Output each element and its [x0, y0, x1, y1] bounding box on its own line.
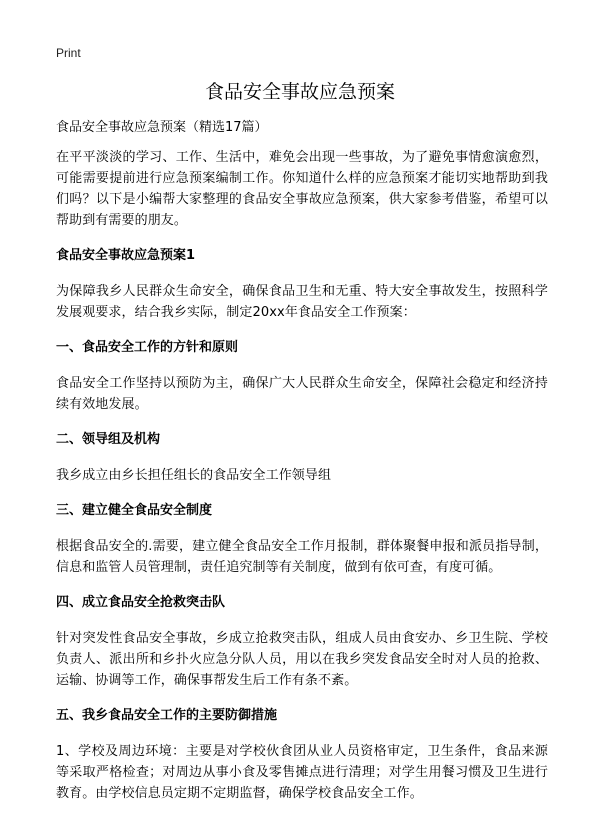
document-body — [56, 118, 548, 819]
intro-paragraph: 在平平淡淡的学习、工作、生活中，难免会出现一些事故，为了避免事情愈演愈烈，可能需要提前进行应急预案编制工作。你知道什么样的应急预案才能切实地帮助到我们吗？以下是小编帮大家整理的食品安全事故应急预案，供大家参考借鉴，希望可以帮助到有需要的朋友。 — [56, 150, 548, 228]
heading-measures: 五、我乡食品安全工作的主要防御措施 — [56, 708, 278, 723]
heading-leadership: 二、领导组及机构 — [56, 432, 161, 447]
document-title: 食品安全事故应急预案 — [204, 81, 395, 103]
paragraph-system: 根据食品安全的.需要，建立健全食品安全工作月报制，群体聚餐申报和派员指导制，信息和监管人员管理制，责任追究制等有关制度，做到有依可查，有度可循。 — [56, 539, 548, 575]
paragraph-rescue-team: 针对突发性食品安全事故，乡成立抢救突击队，组成人员由食安办、乡卫生院、学校负责人、派出所和乡扑火应急分队人员，用以在我乡突发食品安全时对人员的抢救、运输、协调等工作，确保事帮发生后工作有条不紊。 — [56, 631, 548, 688]
paragraph-principles: 食品安全工作坚持以预防为主，确保广大人民群众生命安全，保障社会稳定和经济持续有效地发展。 — [56, 376, 548, 412]
section-title: 食品安全事故应急预案1 — [56, 248, 196, 263]
print-label[interactable]: Print — [56, 46, 81, 60]
paragraph-measures: 1、学校及周边环境：主要是对学校伙食团从业人员资格审定，卫生条件，食品来源等采取严格检查；对周边从事小食及零售摊点进行清理；对学生用餐习惯及卫生进行教育。由学校信息员定期不定期监督，确保学校食品安全工作。 — [56, 744, 548, 801]
paragraph-leadership: 我乡成立由乡长担任组长的食品安全工作领导组 — [56, 468, 332, 483]
heading-principles: 一、食品安全工作的方针和原则 — [56, 340, 239, 355]
section-paragraph: 为保障我乡人民群众生命安全，确保食品卫生和无重、特大安全事故发生，按照科学发展观要求，结合我乡实际，制定20xx年食品安全工作预案： — [56, 284, 548, 320]
heading-system: 三、建立健全食品安全制度 — [56, 503, 213, 518]
heading-rescue-team: 四、成立食品安全抢救突击队 — [56, 595, 226, 610]
document-subtitle: 食品安全事故应急预案（精选17篇） — [56, 120, 268, 135]
